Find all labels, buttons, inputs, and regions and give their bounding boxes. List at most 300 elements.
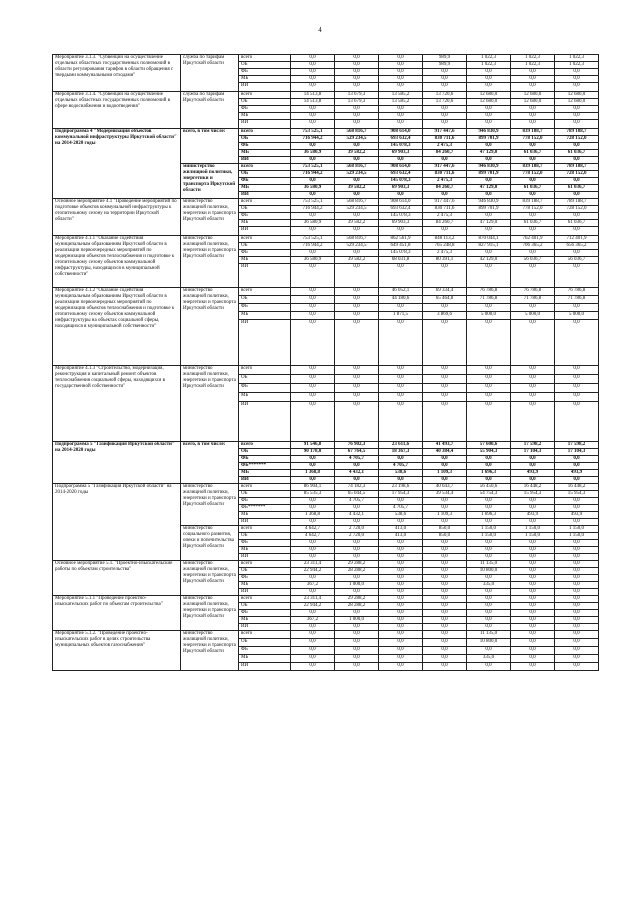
amount-cell: 0,0 [335,288,379,296]
amount-cell: 0,0 [555,250,599,257]
responsible-executor-cell: министерство жилищной политики, энергетики и транспорта Иркутской области [181,199,239,236]
funding-source-cell: ОБ [239,62,291,69]
amount-cell: 0,0 [379,384,423,393]
amount-cell: 76 902,3 [335,442,379,449]
amount-cell: 0,0 [423,320,467,366]
amount-cell: 0,0 [291,519,335,526]
amount-cell: 0,0 [467,624,511,631]
responsible-executor-cell: министерство жилищной политики, энергетики и транспорта Иркутской области [181,484,239,526]
program-name-cell: Подпрограмма 4 "Модернизация объектов коммунальной инфраструктуры Иркутской области" на 2014-2020 годы [53,129,181,199]
amount-cell: 0,0 [379,477,423,484]
amount-cell: 0,0 [511,178,555,185]
amount-cell: 0,0 [335,477,379,484]
amount-cell: 36 580,9 [291,220,335,227]
amount-cell: 0,0 [291,296,335,304]
amount-cell: 0,0 [467,663,511,671]
amount-cell: 0,0 [555,596,599,603]
amount-cell: 0,0 [555,120,599,129]
amount-cell: 47 129,0 [467,220,511,227]
amount-cell: 55 904,3 [467,449,511,456]
amount-cell: 0,0 [467,402,511,442]
amount-cell: 39 582,2 [335,220,379,227]
funding-source-cell: всего [239,596,291,603]
amount-cell: 1 368,8 [291,470,335,477]
amount-cell: 23 611,6 [379,442,423,449]
amount-cell: 0,0 [335,106,379,113]
amount-cell: 0,0 [291,375,335,384]
funding-source-cell: ФБ [239,106,291,113]
amount-cell: 0,0 [555,540,599,547]
amount-cell: 2 720,0 [335,533,379,540]
amount-cell: 335,0 [467,582,511,589]
amount-cell: 54 754,3 [467,491,511,498]
amount-cell: 12 680,0 [511,99,555,106]
amount-cell: 0,0 [291,83,335,92]
amount-cell: 0,0 [511,304,555,312]
amount-cell: 0,0 [379,402,423,442]
amount-cell: 830 711,6 [423,171,467,178]
amount-cell: 0,0 [511,610,555,617]
amount-cell: 0,0 [555,264,599,288]
amount-cell: 693 632,4 [379,206,423,213]
funding-source-cell: ИИ [239,589,291,596]
amount-cell: 0,0 [555,76,599,83]
amount-cell: 0,0 [423,456,467,463]
program-name-cell: Подпрограмма 5 "Газификация Иркутской области" на 2014-2020 годы [53,442,181,484]
amount-cell: 0,0 [291,264,335,288]
amount-cell: 0,0 [423,375,467,384]
amount-cell: 0,0 [511,456,555,463]
amount-cell: 12 680,0 [555,92,599,99]
funding-source-cell: ОБ [239,375,291,384]
table-row [53,484,599,491]
funding-source-cell: МБ [239,113,291,120]
amount-cell: 23 311,4 [291,596,335,603]
amount-cell: 0,0 [335,192,379,199]
funding-source-cell: ФБ [239,304,291,312]
funding-source-cell: ИИ [239,227,291,236]
funding-source-cell: ИИ [239,157,291,164]
amount-cell: 0,0 [379,663,423,671]
amount-cell: 0,0 [291,647,335,655]
amount-cell: 0,0 [423,561,467,568]
amount-cell: 0,0 [423,76,467,83]
amount-cell: 0,0 [511,76,555,83]
amount-cell: 0,0 [379,157,423,164]
funding-source-cell: ФБ******* [239,505,291,512]
responsible-executor-cell: служба по тарифам Иркутской области [181,55,239,92]
amount-cell: 85 535,3 [291,491,335,498]
responsible-executor-cell: министерство жилищной политики, энергетики и транспорта Иркутской области [181,236,239,288]
amount-cell: 0,0 [511,624,555,631]
amount-cell: 0,0 [467,547,511,554]
amount-cell: 0,0 [291,505,335,512]
amount-cell: 0,0 [511,463,555,470]
amount-cell: 13 679,3 [335,99,379,106]
amount-cell: 0,0 [291,631,335,639]
funding-source-cell: всего [239,484,291,491]
amount-cell: 61 036,7 [555,220,599,227]
funding-source-cell: ИИ [239,402,291,442]
amount-cell: 0,0 [467,540,511,547]
amount-cell: 946 830,9 [467,199,511,206]
amount-cell: 0,0 [555,505,599,512]
amount-cell: 0,0 [467,575,511,582]
amount-cell: 86 904,1 [291,484,335,491]
amount-cell: 0,0 [379,631,423,639]
amount-cell: 0,0 [511,250,555,257]
amount-cell: 0,0 [467,304,511,312]
funding-source-cell: ОБ [239,449,291,456]
amount-cell: 0,0 [335,143,379,150]
amount-cell: 0,0 [511,561,555,568]
amount-cell: 17 954,3 [379,491,423,498]
amount-cell: 36 580,9 [291,257,335,264]
amount-cell: 753 525,1 [291,129,335,136]
amount-cell: 1 022,3 [467,62,511,69]
amount-cell: 0,0 [467,157,511,164]
amount-cell: 0,0 [291,192,335,199]
amount-cell: 91 546,8 [291,442,335,449]
amount-cell: 1 150,0 [511,526,555,533]
amount-cell: 706 365,2 [511,243,555,250]
funding-source-cell: всего [239,288,291,296]
funding-source-cell: ОБ [239,243,291,250]
amount-cell: 0,0 [335,62,379,69]
funding-source-cell: ОБ [239,568,291,575]
amount-cell: 0,0 [335,120,379,129]
amount-cell: 71 786,8 [555,296,599,304]
funding-source-cell: всего [239,366,291,375]
amount-cell: 23 311,4 [291,561,335,568]
amount-cell: 47 129,0 [467,150,511,157]
amount-cell: 0,0 [555,547,599,554]
amount-cell: 76 786,8 [555,288,599,296]
amount-cell: 1 150,0 [467,533,511,540]
amount-cell: 2 475,3 [423,213,467,220]
funding-source-cell: ФБ [239,178,291,185]
amount-cell: 10 800,0 [467,639,511,647]
amount-cell: 145 078,3 [379,143,423,150]
responsible-executor-cell: министерство жилищной политики, энергетики и транспорта Иркутской области [181,366,239,442]
amount-cell: 493,9 [555,512,599,519]
amount-cell: 568 816,7 [335,199,379,206]
funding-source-cell: МБ [239,582,291,589]
amount-cell: 0,0 [423,83,467,92]
responsible-executor-cell: служба по тарифам Иркутской области [181,92,239,129]
program-name-cell: Мероприятие 3.1.4. "Субвенции на осуществление отдельных областных государственных полномочий в сфере водоснабжения и водоотведения" [53,92,181,129]
amount-cell: 762 401,9 [511,236,555,243]
amount-cell: 0,0 [511,213,555,220]
amount-cell: 0,0 [291,178,335,185]
amount-cell: 753 525,1 [291,236,335,243]
amount-cell: 71 786,8 [467,296,511,304]
funding-source-cell: ИИ [239,320,291,366]
amount-cell: 0,0 [335,554,379,561]
amount-cell: 0,0 [291,554,335,561]
funding-source-cell: МБ [239,185,291,192]
amount-cell: 0,0 [423,655,467,663]
amount-cell: 0,0 [379,617,423,624]
amount-cell: 0,0 [335,304,379,312]
amount-cell: 84 260,7 [423,185,467,192]
amount-cell: 0,0 [335,76,379,83]
amount-cell: 57 600,6 [467,442,511,449]
amount-cell: 1 109,3 [423,470,467,477]
amount-cell: 0,0 [555,663,599,671]
amount-cell: 0,0 [291,62,335,69]
amount-cell: 778 152,0 [511,206,555,213]
amount-cell: 538,6 [379,512,423,519]
amount-cell: 0,0 [291,320,335,366]
amount-cell: 0,0 [467,106,511,113]
amount-cell: 989,9 [423,55,467,62]
amount-cell: 2 475,3 [423,250,467,257]
amount-cell: 0,0 [555,647,599,655]
amount-cell: 0,0 [467,505,511,512]
amount-cell: 0,0 [467,589,511,596]
amount-cell: 0,0 [511,106,555,113]
amount-cell: 0,0 [379,568,423,575]
amount-cell: 15 954,3 [555,491,599,498]
amount-cell: 0,0 [467,610,511,617]
amount-cell: 0,0 [379,547,423,554]
amount-cell: 908 614,0 [379,129,423,136]
amount-cell: 0,0 [511,547,555,554]
funding-source-cell: ФБ [239,69,291,76]
funding-source-cell: МБ [239,470,291,477]
amount-cell: 0,0 [467,519,511,526]
amount-cell: 0,0 [511,589,555,596]
amount-cell: 4 705,7 [379,505,423,512]
amount-cell: 0,0 [291,610,335,617]
funding-source-cell: ФБ [239,143,291,150]
amount-cell: 0,0 [335,540,379,547]
amount-cell: 0,0 [379,55,423,62]
amount-cell: 46 052,1 [379,288,423,296]
amount-cell: 61 036,7 [555,150,599,157]
amount-cell: 0,0 [511,69,555,76]
amount-cell: 493,9 [511,512,555,519]
amount-cell: 4 642,7 [291,533,335,540]
amount-cell: 335,0 [467,655,511,663]
amount-cell: 0,0 [335,402,379,442]
amount-cell: 0,0 [511,647,555,655]
amount-cell: 0,0 [335,250,379,257]
amount-cell: 0,0 [423,624,467,631]
amount-cell: 0,0 [467,113,511,120]
amount-cell: 12 680,0 [555,99,599,106]
table-row [53,199,599,206]
amount-cell: 0,0 [511,631,555,639]
amount-cell: 44 180,6 [379,296,423,304]
amount-cell: 0,0 [291,477,335,484]
amount-cell: 917 447,6 [423,129,467,136]
program-name-cell: Мероприятие 5.1.2. "Проведение проектно-изыскательских работ в целях строительства муниципальных объектов газоснабжения" [53,631,181,671]
amount-cell: 0,0 [335,227,379,236]
amount-cell: 0,0 [555,603,599,610]
table-row [53,288,599,296]
amount-cell: 0,0 [511,192,555,199]
amount-cell: 0,0 [291,304,335,312]
amount-cell: 0,0 [335,610,379,617]
amount-cell: 0,0 [423,519,467,526]
amount-cell: 0,0 [291,55,335,62]
program-name-cell: Мероприятие 4.1.3 "Строительство, модернизация, реконструкция и капитальный ремонт объектов теплоснабжения социальной сферы, находящихся в государственной собственности" [53,366,181,442]
amount-cell: 17 598,2 [511,442,555,449]
amount-cell: 0,0 [555,655,599,663]
amount-cell: 0,0 [555,589,599,596]
page-number: 4 [318,26,322,34]
amount-cell: 61 036,7 [511,220,555,227]
amount-cell: 0,0 [511,554,555,561]
amount-cell: 0,0 [423,610,467,617]
funding-source-cell: всего [239,442,291,449]
table-row [53,92,599,99]
funding-source-cell: ФБ [239,647,291,655]
amount-cell: 0,0 [511,540,555,547]
amount-cell: 13 585,2 [379,99,423,106]
amount-cell: 1 150,0 [511,533,555,540]
funding-source-cell: ИИ [239,477,291,484]
funding-source-cell: МБ [239,655,291,663]
amount-cell: 0,0 [335,547,379,554]
amount-cell: 753 525,1 [291,164,335,171]
amount-cell: 56 036,7 [555,257,599,264]
amount-cell: 917 447,6 [423,164,467,171]
amount-cell: 848 113,2 [423,236,467,243]
amount-cell: 899 701,9 [467,206,511,213]
amount-cell: 0,0 [511,663,555,671]
amount-cell: 0,0 [423,192,467,199]
amount-cell: 0,0 [379,610,423,617]
amount-cell: 0,0 [423,402,467,442]
amount-cell: 0,0 [511,384,555,393]
amount-cell: 0,0 [291,540,335,547]
amount-cell: 0,0 [335,366,379,375]
amount-cell: 0,0 [467,596,511,603]
amount-cell: 56 036,7 [511,257,555,264]
responsible-executor-cell: министерство социального развития, опеки и попечительства Иркутской области [181,526,239,561]
budget-table [52,54,599,671]
amount-cell: 5 000,0 [555,312,599,320]
amount-cell: 0,0 [555,561,599,568]
amount-cell: 0,0 [555,519,599,526]
amount-cell: 4 642,7 [291,526,335,533]
amount-cell: 0,0 [555,498,599,505]
amount-cell: 0,0 [555,582,599,589]
amount-cell: 61 036,7 [555,185,599,192]
responsible-executor-cell: министерство жилищной политики, энергетики и транспорта Иркутской области [181,596,239,631]
amount-cell: 13 585,2 [379,92,423,99]
funding-source-cell: ИИ [239,120,291,129]
amount-cell: 0,0 [423,596,467,603]
amount-cell: 0,0 [335,178,379,185]
amount-cell: 0,0 [555,213,599,220]
program-name-cell: Основное мероприятие 5.1. "Проектно-изыскательские работы по объектам строительства" [53,561,181,596]
amount-cell: 0,0 [335,375,379,384]
amount-cell: 0,0 [291,157,335,164]
amount-cell: 0,0 [511,143,555,150]
amount-cell: 0,0 [423,603,467,610]
amount-cell: 862 561,9 [379,236,423,243]
amount-cell: 0,0 [467,320,511,366]
amount-cell: 0,0 [379,227,423,236]
amount-cell: 0,0 [467,477,511,484]
amount-cell: 0,0 [423,477,467,484]
amount-cell: 0,0 [555,178,599,185]
amount-cell: 4 432,1 [335,470,379,477]
table-row [53,561,599,568]
program-name-cell: Основное мероприятие 4.1 "Проведение мероприятий по подготовке объектов коммунальной инфраструктуры к отопительному сезону на территории Иркутской области" [53,199,181,236]
amount-cell: 0,0 [511,575,555,582]
amount-cell: 2 720,0 [335,526,379,533]
funding-source-cell: всего [239,561,291,568]
amount-cell: 0,0 [379,393,423,402]
amount-cell: 0,0 [423,582,467,589]
amount-cell: 0,0 [511,227,555,236]
amount-cell: 0,0 [467,192,511,199]
amount-cell: 0,0 [423,505,467,512]
amount-cell: 0,0 [335,631,379,639]
amount-cell: 0,0 [467,250,511,257]
amount-cell: 84 260,7 [423,220,467,227]
amount-cell: 0,0 [379,375,423,384]
amount-cell: 367,2 [291,582,335,589]
amount-cell: 0,0 [291,456,335,463]
amount-cell: 0,0 [423,589,467,596]
amount-cell: 13 720,6 [423,92,467,99]
funding-source-cell: МБ [239,257,291,264]
amount-cell: 0,0 [335,296,379,304]
amount-cell: 12 680,0 [467,92,511,99]
amount-cell: 0,0 [335,655,379,663]
amount-cell: 830 711,6 [423,136,467,143]
amount-cell: 0,0 [379,647,423,655]
funding-source-cell: МБ [239,512,291,519]
amount-cell: 0,0 [511,120,555,129]
amount-cell: 0,0 [555,631,599,639]
amount-cell: 0,0 [555,610,599,617]
amount-cell: 5 000,0 [467,312,511,320]
amount-cell: 0,0 [467,603,511,610]
amount-cell: 15 954,3 [511,491,555,498]
amount-cell: 0,0 [423,498,467,505]
responsible-executor-cell: министерство жилищной политики, энергетики и транспорта Иркутской области [181,288,239,366]
amount-cell: 36 580,9 [291,185,335,192]
amount-cell: 1 022,3 [555,55,599,62]
amount-cell: 1 022,3 [511,62,555,69]
amount-cell: 0,0 [291,575,335,582]
amount-cell: 22 944,2 [291,603,335,610]
amount-cell: 568 816,7 [335,129,379,136]
amount-cell: 0,0 [555,192,599,199]
amount-cell: 0,0 [467,69,511,76]
amount-cell: 2 475,3 [423,178,467,185]
amount-cell: 0,0 [555,477,599,484]
amount-cell: 0,0 [423,540,467,547]
amount-cell: 39 582,2 [335,185,379,192]
amount-cell: 0,0 [291,143,335,150]
amount-cell: 69 334,4 [423,288,467,296]
amount-cell: 0,0 [379,192,423,199]
amount-cell: 18 367,3 [379,449,423,456]
funding-source-cell: МБ [239,617,291,624]
amount-cell: 16 448,2 [555,484,599,491]
amount-cell: 0,0 [335,589,379,596]
funding-source-cell: ОБ [239,296,291,304]
amount-cell: 69 903,3 [379,220,423,227]
